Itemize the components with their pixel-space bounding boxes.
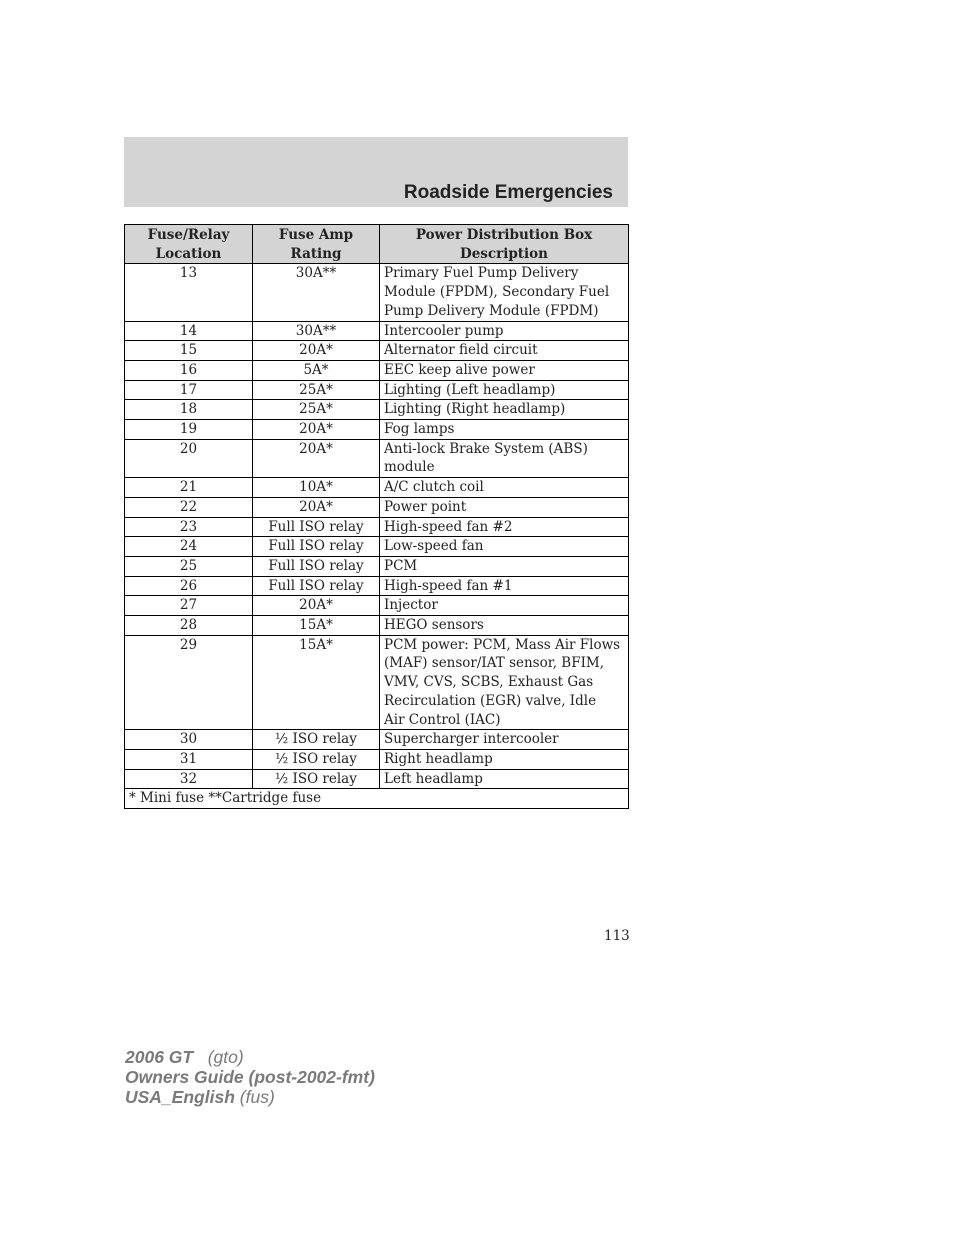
table-row xyxy=(125,635,629,730)
fuse-description-cell xyxy=(380,596,629,616)
fuse-rows xyxy=(125,264,629,789)
fuse-description-cell xyxy=(380,341,629,361)
table-row xyxy=(125,360,629,380)
description-line: Left headlamp xyxy=(384,770,483,787)
fuse-location-cell: 23 xyxy=(125,517,253,537)
footer-locale-code: (fus) xyxy=(239,1087,275,1107)
fuse-amp-cell: 15A* xyxy=(253,616,380,636)
description-line: module xyxy=(384,459,435,476)
fuse-description-cell xyxy=(380,556,629,576)
fuse-amp-cell: 30A** xyxy=(253,264,380,321)
description-line: Supercharger intercooler xyxy=(384,731,559,748)
description-line: HEGO sensors xyxy=(384,617,484,634)
fuse-location-cell: 26 xyxy=(125,576,253,596)
description-line: PCM power: PCM, Mass Air Flows xyxy=(384,636,621,653)
footnote-row xyxy=(125,789,629,809)
fuse-description-cell xyxy=(380,321,629,341)
fuse-amp-cell: 30A** xyxy=(253,321,380,341)
fuse-location-cell: 15 xyxy=(125,341,253,361)
description-line: A/C clutch coil xyxy=(384,479,484,496)
fuse-amp-cell: ½ ISO relay xyxy=(253,769,380,789)
table-header-row xyxy=(125,225,629,264)
fuse-location-cell: 27 xyxy=(125,596,253,616)
fuse-location-cell: 13 xyxy=(125,264,253,321)
fuse-amp-cell: 25A* xyxy=(253,400,380,420)
fuse-description-cell xyxy=(380,576,629,596)
fuse-description-cell xyxy=(380,537,629,557)
table-row xyxy=(125,321,629,341)
footer-locale: USA_English xyxy=(125,1087,235,1107)
table-row xyxy=(125,341,629,361)
table-footnote: * Mini fuse **Cartridge fuse xyxy=(125,789,629,809)
fuse-description-cell xyxy=(380,730,629,750)
table-row xyxy=(125,517,629,537)
description-line: Power point xyxy=(384,498,467,515)
fuse-amp-cell: 5A* xyxy=(253,360,380,380)
description-line: Lighting (Right headlamp) xyxy=(384,401,566,418)
description-line: Right headlamp xyxy=(384,750,493,767)
fuse-amp-cell: ½ ISO relay xyxy=(253,730,380,750)
fuse-amp-cell: 20A* xyxy=(253,341,380,361)
header-location: Fuse/Relay Location xyxy=(125,225,253,264)
fuse-location-cell: 18 xyxy=(125,400,253,420)
table-row xyxy=(125,576,629,596)
table-row xyxy=(125,439,629,477)
description-line: Alternator field circuit xyxy=(384,342,538,359)
table-row xyxy=(125,478,629,498)
fuse-description-cell xyxy=(380,439,629,477)
table-row xyxy=(125,497,629,517)
fuse-description-cell xyxy=(380,380,629,400)
fuse-amp-cell: 25A* xyxy=(253,380,380,400)
table-row xyxy=(125,596,629,616)
fuse-location-cell: 24 xyxy=(125,537,253,557)
description-line: VMV, CVS, SCBS, Exhaust Gas xyxy=(384,674,594,691)
description-line: Injector xyxy=(384,597,438,614)
fuse-amp-cell: 10A* xyxy=(253,478,380,498)
description-line: Intercooler pump xyxy=(384,322,504,339)
fuse-location-cell: 20 xyxy=(125,439,253,477)
table-row xyxy=(125,380,629,400)
fuse-amp-cell: 20A* xyxy=(253,420,380,440)
fuse-amp-cell: ½ ISO relay xyxy=(253,749,380,769)
footer-guide: Owners Guide (post-2002-fmt) xyxy=(125,1067,375,1087)
fuse-amp-cell: 20A* xyxy=(253,596,380,616)
fuse-location-cell: 16 xyxy=(125,360,253,380)
fuse-description-cell xyxy=(380,635,629,730)
fuse-description-cell xyxy=(380,497,629,517)
fuse-location-cell: 29 xyxy=(125,635,253,730)
description-line: Anti-lock Brake System (ABS) xyxy=(384,440,588,457)
document-footer xyxy=(125,1047,375,1107)
description-line: PCM xyxy=(384,557,418,574)
fuse-amp-cell: Full ISO relay xyxy=(253,556,380,576)
fuse-location-cell: 21 xyxy=(125,478,253,498)
table-row xyxy=(125,400,629,420)
fuse-location-cell: 14 xyxy=(125,321,253,341)
fuse-location-cell: 25 xyxy=(125,556,253,576)
fuse-amp-cell: 15A* xyxy=(253,635,380,730)
fuse-location-cell: 28 xyxy=(125,616,253,636)
table-row xyxy=(125,769,629,789)
table-row xyxy=(125,749,629,769)
fuse-location-cell: 31 xyxy=(125,749,253,769)
fuse-location-cell: 19 xyxy=(125,420,253,440)
header-description: Power Distribution Box Description xyxy=(380,225,629,264)
description-line: Module (FPDM), Secondary Fuel xyxy=(384,284,610,301)
header-amp-rating: Fuse Amp Rating xyxy=(253,225,380,264)
description-line: (MAF) sensor/IAT sensor, BFIM, xyxy=(384,655,605,672)
fuse-description-cell xyxy=(380,478,629,498)
footer-model-code: (gto) xyxy=(207,1047,244,1067)
description-line: Fog lamps xyxy=(384,421,455,438)
description-line: EEC keep alive power xyxy=(384,361,535,378)
fuse-description-cell xyxy=(380,769,629,789)
description-line: Lighting (Left headlamp) xyxy=(384,381,556,398)
description-line: High-speed fan #1 xyxy=(384,577,513,594)
fuse-amp-cell: Full ISO relay xyxy=(253,576,380,596)
fuse-location-cell: 22 xyxy=(125,497,253,517)
description-line: Low-speed fan xyxy=(384,538,484,555)
fuse-location-cell: 32 xyxy=(125,769,253,789)
table-row xyxy=(125,264,629,321)
description-line: Primary Fuel Pump Delivery xyxy=(384,265,579,282)
section-title: Roadside Emergencies xyxy=(403,182,613,203)
fuse-description-cell xyxy=(380,420,629,440)
description-line: High-speed fan #2 xyxy=(384,518,513,535)
description-line: Air Control (IAC) xyxy=(384,711,501,728)
fuse-description-cell xyxy=(380,616,629,636)
table-row xyxy=(125,420,629,440)
fuse-description-cell xyxy=(380,400,629,420)
fuse-amp-cell: Full ISO relay xyxy=(253,517,380,537)
fuse-amp-cell: 20A* xyxy=(253,497,380,517)
fuse-description-cell xyxy=(380,360,629,380)
fuse-amp-cell: Full ISO relay xyxy=(253,537,380,557)
fuse-description-cell xyxy=(380,749,629,769)
fuse-description-cell xyxy=(380,517,629,537)
table-row xyxy=(125,616,629,636)
footer-model: 2006 GT xyxy=(125,1047,194,1067)
description-line: Recirculation (EGR) valve, Idle xyxy=(384,692,597,709)
table-row xyxy=(125,556,629,576)
fuse-location-cell: 30 xyxy=(125,730,253,750)
table-row xyxy=(125,537,629,557)
fuse-location-cell: 17 xyxy=(125,380,253,400)
description-line: Pump Delivery Module (FPDM) xyxy=(384,302,599,319)
fuse-description-cell xyxy=(380,264,629,321)
table-row xyxy=(125,730,629,750)
page-number: 113 xyxy=(604,928,630,944)
fuse-table xyxy=(124,224,629,809)
fuse-amp-cell: 20A* xyxy=(253,439,380,477)
section-header-band xyxy=(124,137,628,207)
